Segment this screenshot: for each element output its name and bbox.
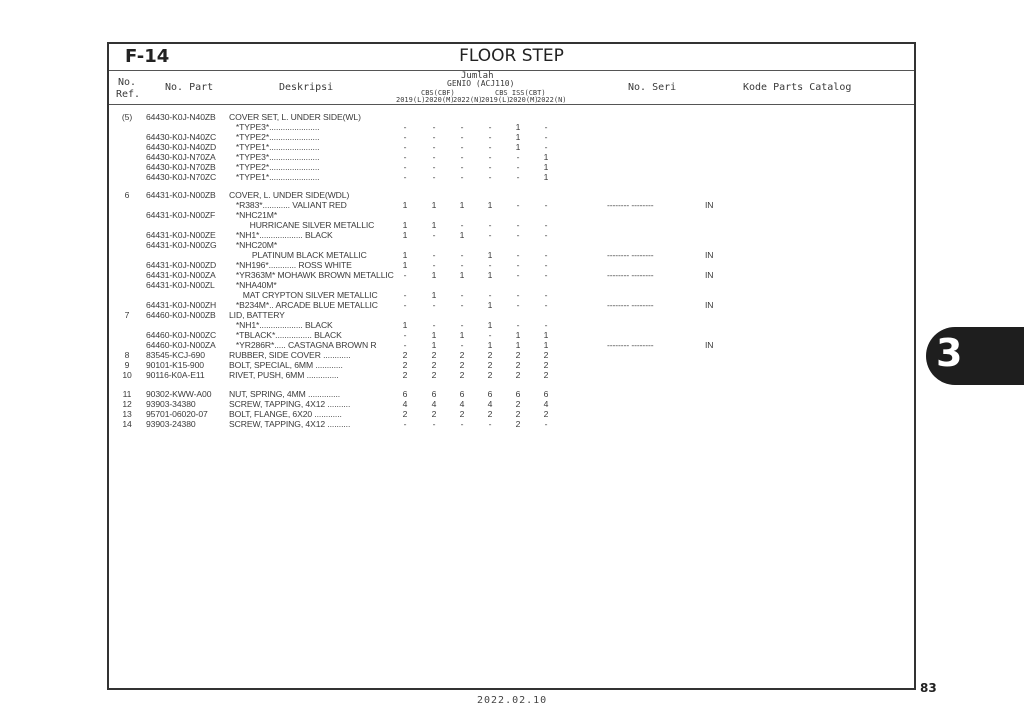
table-row bbox=[109, 122, 914, 132]
quantity-cell: - bbox=[544, 220, 548, 230]
table-row bbox=[109, 112, 914, 122]
quantity-cell: - bbox=[403, 122, 407, 132]
quantity-cell: 1 bbox=[515, 132, 521, 142]
part-number: 64431-K0J-N00ZA bbox=[146, 270, 216, 280]
quantity-cell: - bbox=[460, 142, 464, 152]
part-number: 64431-K0J-N00ZB bbox=[146, 190, 216, 200]
header-ref-line1: No. bbox=[118, 77, 137, 88]
description: *TYPE3*...................... bbox=[229, 122, 320, 132]
quantity-cell: - bbox=[432, 230, 436, 240]
description: *B234M*.. ARCADE BLUE METALLIC bbox=[229, 300, 378, 310]
description: COVER SET, L. UNDER SIDE(WL) bbox=[229, 112, 361, 122]
quantity-cell: 1 bbox=[487, 250, 493, 260]
part-number: 64431-K0J-N00ZH bbox=[146, 300, 217, 310]
quantity-cell: 1 bbox=[459, 270, 465, 280]
table-row bbox=[109, 250, 914, 260]
quantity-cell: - bbox=[403, 330, 407, 340]
table-row bbox=[109, 240, 914, 250]
quantity-cell: 1 bbox=[487, 270, 493, 280]
quantity-cell: - bbox=[403, 290, 407, 300]
table-row bbox=[109, 260, 914, 270]
quantity-cell: 1 bbox=[459, 230, 465, 240]
description: *TYPE2*...................... bbox=[229, 162, 320, 172]
table-header bbox=[109, 70, 914, 105]
header-year-3: 2022(N) bbox=[453, 96, 483, 104]
description: *NHA40M* bbox=[229, 280, 277, 290]
description: *YR286R*..... CASTAGNA BROWN R bbox=[229, 340, 377, 350]
part-number: 64430-K0J-N40ZD bbox=[146, 142, 217, 152]
page-number: 83 bbox=[920, 681, 937, 695]
quantity-cell: - bbox=[460, 320, 464, 330]
quantity-cell: - bbox=[488, 172, 492, 182]
quantity-cell: 6 bbox=[487, 389, 493, 399]
quantity-cell: - bbox=[432, 320, 436, 330]
quantity-cell: 2 bbox=[431, 350, 437, 360]
catalog-code: IN bbox=[705, 300, 714, 310]
quantity-cell: 1 bbox=[431, 270, 437, 280]
header-catalog-code: Kode Parts Catalog bbox=[743, 82, 852, 93]
table-row bbox=[109, 330, 914, 340]
ref-number: 13 bbox=[122, 409, 132, 419]
quantity-cell: 6 bbox=[459, 389, 465, 399]
quantity-cell: - bbox=[432, 152, 436, 162]
quantity-cell: 1 bbox=[402, 200, 408, 210]
description: *TYPE2*...................... bbox=[229, 132, 320, 142]
quantity-cell: - bbox=[516, 200, 520, 210]
quantity-cell: - bbox=[488, 152, 492, 162]
header-ref-line2: Ref. bbox=[116, 89, 141, 100]
quantity-cell: - bbox=[544, 320, 548, 330]
quantity-cell: - bbox=[488, 419, 492, 429]
table-row bbox=[109, 409, 914, 419]
quantity-cell: - bbox=[516, 172, 520, 182]
quantity-cell: - bbox=[516, 300, 520, 310]
quantity-cell: 6 bbox=[402, 389, 408, 399]
quantity-cell: 2 bbox=[402, 409, 408, 419]
table-row bbox=[109, 152, 914, 162]
ref-number: 11 bbox=[122, 389, 132, 399]
quantity-cell: - bbox=[460, 152, 464, 162]
quantity-cell: - bbox=[460, 250, 464, 260]
quantity-cell: 1 bbox=[543, 162, 549, 172]
quantity-cell: 1 bbox=[543, 152, 549, 162]
description: *R383*............ VALIANT RED bbox=[229, 200, 347, 210]
quantity-cell: - bbox=[544, 260, 548, 270]
header-group-cbs-iss: CBS ISS(CBT) bbox=[495, 89, 546, 97]
quantity-cell: - bbox=[516, 220, 520, 230]
description: SCREW, TAPPING, 4X12 .......... bbox=[229, 399, 351, 409]
table-row bbox=[109, 350, 914, 360]
quantity-cell: 2 bbox=[431, 360, 437, 370]
serial-number: -------- -------- bbox=[607, 250, 654, 260]
quantity-cell: - bbox=[403, 152, 407, 162]
part-number: 64431-K0J-N00ZG bbox=[146, 240, 217, 250]
quantity-cell: - bbox=[432, 132, 436, 142]
part-number: 93903-34380 bbox=[146, 399, 196, 409]
header-year-5: 2020(M) bbox=[509, 96, 539, 104]
description: RIVET, PUSH, 6MM .............. bbox=[229, 370, 339, 380]
part-number: 83545-KCJ-690 bbox=[146, 350, 205, 360]
quantity-cell: - bbox=[460, 290, 464, 300]
table-row bbox=[109, 290, 914, 300]
part-number: 95701-06020-07 bbox=[146, 409, 208, 419]
ref-number: (5) bbox=[121, 112, 133, 122]
quantity-cell: 1 bbox=[431, 340, 437, 350]
quantity-cell: - bbox=[544, 230, 548, 240]
part-number: 64430-K0J-N40ZB bbox=[146, 112, 216, 122]
catalog-code: IN bbox=[705, 200, 714, 210]
quantity-cell: - bbox=[544, 250, 548, 260]
ref-number: 14 bbox=[122, 419, 132, 429]
quantity-cell: - bbox=[544, 290, 548, 300]
description: *NH196*............ ROSS WHITE bbox=[229, 260, 352, 270]
quantity-cell: 1 bbox=[431, 330, 437, 340]
quantity-cell: 1 bbox=[515, 340, 521, 350]
table-row bbox=[109, 162, 914, 172]
part-number: 64430-K0J-N70ZB bbox=[146, 162, 216, 172]
header-group-cbs: CBS(CBF) bbox=[421, 89, 455, 97]
table-row bbox=[109, 340, 914, 350]
quantity-cell: - bbox=[432, 142, 436, 152]
header-model: GENIO (ACJ110) bbox=[447, 79, 515, 88]
description: LID, BATTERY bbox=[229, 310, 285, 320]
quantity-cell: - bbox=[516, 152, 520, 162]
parts-catalog-frame bbox=[107, 42, 916, 690]
quantity-cell: 2 bbox=[515, 399, 521, 409]
table-row bbox=[109, 220, 914, 230]
quantity-cell: - bbox=[432, 300, 436, 310]
quantity-cell: - bbox=[403, 142, 407, 152]
quantity-cell: - bbox=[403, 340, 407, 350]
description: COVER, L. UNDER SIDE(WDL) bbox=[229, 190, 350, 200]
quantity-cell: - bbox=[460, 260, 464, 270]
quantity-cell: - bbox=[432, 250, 436, 260]
part-number: 93903-24380 bbox=[146, 419, 196, 429]
quantity-cell: - bbox=[516, 230, 520, 240]
quantity-cell: - bbox=[544, 132, 548, 142]
figure-code: F-14 bbox=[125, 46, 170, 67]
quantity-cell: - bbox=[516, 290, 520, 300]
quantity-cell: - bbox=[460, 419, 464, 429]
quantity-cell: - bbox=[544, 142, 548, 152]
part-number: 64430-K0J-N40ZC bbox=[146, 132, 217, 142]
quantity-cell: - bbox=[488, 132, 492, 142]
description: *NH1*................... BLACK bbox=[229, 230, 333, 240]
quantity-cell: 1 bbox=[402, 250, 408, 260]
quantity-cell: 1 bbox=[487, 320, 493, 330]
part-number: 64430-K0J-N70ZC bbox=[146, 172, 217, 182]
description: *NHC20M* bbox=[229, 240, 278, 250]
description: HURRICANE SILVER METALLIC bbox=[229, 220, 375, 230]
section-number: 3 bbox=[936, 331, 963, 375]
quantity-cell: 6 bbox=[515, 389, 521, 399]
table-row bbox=[109, 419, 914, 429]
quantity-cell: - bbox=[544, 270, 548, 280]
catalog-code: IN bbox=[705, 270, 714, 280]
table-row bbox=[109, 300, 914, 310]
quantity-cell: 4 bbox=[459, 399, 465, 409]
quantity-cell: 1 bbox=[515, 142, 521, 152]
quantity-cell: 2 bbox=[487, 409, 493, 419]
quantity-cell: - bbox=[432, 162, 436, 172]
quantity-cell: - bbox=[488, 122, 492, 132]
quantity-cell: - bbox=[460, 300, 464, 310]
quantity-cell: 1 bbox=[431, 200, 437, 210]
quantity-cell: - bbox=[403, 132, 407, 142]
description: *NH1*................... BLACK bbox=[229, 320, 333, 330]
description: *TBLACK*................ BLACK bbox=[229, 330, 342, 340]
quantity-cell: - bbox=[488, 220, 492, 230]
quantity-cell: - bbox=[403, 270, 407, 280]
quantity-cell: - bbox=[544, 200, 548, 210]
table-row bbox=[109, 132, 914, 142]
quantity-cell: - bbox=[544, 300, 548, 310]
table-row bbox=[109, 360, 914, 370]
title-bar bbox=[109, 44, 914, 71]
table-row bbox=[109, 370, 914, 380]
ref-number: 10 bbox=[122, 370, 132, 380]
ref-number: 7 bbox=[124, 310, 130, 320]
quantity-cell: - bbox=[488, 162, 492, 172]
quantity-cell: 2 bbox=[402, 370, 408, 380]
description: PLATINUM BLACK METALLIC bbox=[229, 250, 367, 260]
quantity-cell: 4 bbox=[543, 399, 549, 409]
quantity-cell: 2 bbox=[515, 370, 521, 380]
quantity-cell: 1 bbox=[402, 230, 408, 240]
quantity-cell: 1 bbox=[487, 200, 493, 210]
quantity-cell: - bbox=[516, 162, 520, 172]
quantity-cell: 6 bbox=[543, 389, 549, 399]
quantity-cell: 1 bbox=[515, 330, 521, 340]
page-title: FLOOR STEP bbox=[459, 46, 564, 66]
table-row bbox=[109, 310, 914, 320]
description: BOLT, SPECIAL, 6MM ............ bbox=[229, 360, 343, 370]
part-number: 64431-K0J-N00ZD bbox=[146, 260, 217, 270]
table-row bbox=[109, 389, 914, 399]
quantity-cell: 4 bbox=[402, 399, 408, 409]
table-row bbox=[109, 270, 914, 280]
catalog-code: IN bbox=[705, 250, 714, 260]
quantity-cell: 2 bbox=[515, 350, 521, 360]
quantity-cell: 2 bbox=[459, 370, 465, 380]
quantity-cell: - bbox=[488, 330, 492, 340]
print-date: 2022.02.10 bbox=[477, 695, 548, 706]
quantity-cell: 2 bbox=[402, 350, 408, 360]
header-serial: No. Seri bbox=[628, 82, 677, 93]
description: NUT, SPRING, 4MM .............. bbox=[229, 389, 341, 399]
quantity-cell: - bbox=[403, 162, 407, 172]
serial-number: -------- -------- bbox=[607, 340, 654, 350]
quantity-cell: 1 bbox=[543, 172, 549, 182]
quantity-cell: 1 bbox=[487, 300, 493, 310]
serial-number: -------- -------- bbox=[607, 200, 654, 210]
part-number: 64460-K0J-N00ZB bbox=[146, 310, 216, 320]
description: RUBBER, SIDE COVER ............ bbox=[229, 350, 351, 360]
quantity-cell: - bbox=[460, 132, 464, 142]
quantity-cell: 2 bbox=[543, 350, 549, 360]
quantity-cell: 1 bbox=[402, 320, 408, 330]
quantity-cell: 1 bbox=[402, 260, 408, 270]
description: *YR363M* MOHAWK BROWN METALLIC bbox=[229, 270, 394, 280]
header-part: No. Part bbox=[165, 82, 214, 93]
part-number: 90116-K0A-E11 bbox=[146, 370, 205, 380]
serial-number: -------- -------- bbox=[607, 270, 654, 280]
quantity-cell: - bbox=[488, 260, 492, 270]
table-row bbox=[109, 399, 914, 409]
description: *TYPE3*...................... bbox=[229, 152, 320, 162]
quantity-cell: 1 bbox=[459, 200, 465, 210]
quantity-cell: 1 bbox=[402, 220, 408, 230]
quantity-cell: 4 bbox=[487, 399, 493, 409]
quantity-cell: - bbox=[432, 419, 436, 429]
quantity-cell: 2 bbox=[487, 350, 493, 360]
quantity-cell: - bbox=[488, 142, 492, 152]
part-number: 64460-K0J-N00ZC bbox=[146, 330, 217, 340]
quantity-cell: - bbox=[432, 172, 436, 182]
description: BOLT, FLANGE, 6X20 ............ bbox=[229, 409, 342, 419]
table-row bbox=[109, 280, 914, 290]
part-number: 64460-K0J-N00ZA bbox=[146, 340, 216, 350]
quantity-cell: 1 bbox=[431, 220, 437, 230]
header-year-2: 2020(M) bbox=[425, 96, 455, 104]
quantity-cell: 2 bbox=[431, 370, 437, 380]
quantity-cell: 1 bbox=[515, 122, 521, 132]
header-quantity: Jumlah bbox=[461, 71, 494, 81]
part-number: 64430-K0J-N70ZA bbox=[146, 152, 216, 162]
description: SCREW, TAPPING, 4X12 .......... bbox=[229, 419, 351, 429]
ref-number: 12 bbox=[122, 399, 132, 409]
description: *NHC21M* bbox=[229, 210, 278, 220]
part-number: 64431-K0J-N00ZF bbox=[146, 210, 216, 220]
quantity-cell: 2 bbox=[515, 360, 521, 370]
part-number: 64431-K0J-N00ZL bbox=[146, 280, 215, 290]
ref-number: 6 bbox=[124, 190, 130, 200]
part-number: 90101-K15-900 bbox=[146, 360, 204, 370]
quantity-cell: - bbox=[403, 419, 407, 429]
quantity-cell: 4 bbox=[431, 399, 437, 409]
quantity-cell: 2 bbox=[515, 419, 521, 429]
quantity-cell: 1 bbox=[459, 330, 465, 340]
table-row bbox=[109, 172, 914, 182]
catalog-code: IN bbox=[705, 340, 714, 350]
quantity-cell: 2 bbox=[459, 350, 465, 360]
quantity-cell: 2 bbox=[487, 360, 493, 370]
quantity-cell: - bbox=[460, 172, 464, 182]
header-year-6: 2022(N) bbox=[537, 96, 567, 104]
quantity-cell: - bbox=[488, 290, 492, 300]
quantity-cell: 1 bbox=[431, 290, 437, 300]
quantity-cell: 2 bbox=[515, 409, 521, 419]
quantity-cell: 2 bbox=[543, 370, 549, 380]
quantity-cell: 1 bbox=[487, 340, 493, 350]
quantity-cell: - bbox=[544, 419, 548, 429]
quantity-cell: 2 bbox=[431, 409, 437, 419]
quantity-cell: 6 bbox=[431, 389, 437, 399]
quantity-cell: - bbox=[432, 122, 436, 132]
table-row bbox=[109, 210, 914, 220]
quantity-cell: - bbox=[516, 320, 520, 330]
quantity-cell: 2 bbox=[543, 360, 549, 370]
header-year-1: 2019(L) bbox=[396, 96, 426, 104]
quantity-cell: 2 bbox=[459, 360, 465, 370]
quantity-cell: 2 bbox=[487, 370, 493, 380]
header-year-4: 2019(L) bbox=[481, 96, 511, 104]
ref-number: 8 bbox=[124, 350, 130, 360]
quantity-cell: - bbox=[403, 172, 407, 182]
parts-list bbox=[109, 104, 914, 688]
quantity-cell: - bbox=[460, 340, 464, 350]
quantity-cell: - bbox=[544, 122, 548, 132]
table-row bbox=[109, 190, 914, 200]
quantity-cell: - bbox=[432, 260, 436, 270]
table-row bbox=[109, 200, 914, 210]
part-number: 90302-KWW-A00 bbox=[146, 389, 212, 399]
quantity-cell: - bbox=[516, 270, 520, 280]
quantity-cell: 2 bbox=[459, 409, 465, 419]
table-row bbox=[109, 320, 914, 330]
quantity-cell: - bbox=[460, 162, 464, 172]
quantity-cell: 2 bbox=[402, 360, 408, 370]
section-tab bbox=[926, 327, 1024, 385]
quantity-cell: - bbox=[516, 250, 520, 260]
quantity-cell: - bbox=[403, 300, 407, 310]
ref-number: 9 bbox=[124, 360, 130, 370]
quantity-cell: - bbox=[488, 230, 492, 240]
quantity-cell: 2 bbox=[543, 409, 549, 419]
quantity-cell: - bbox=[516, 260, 520, 270]
quantity-cell: - bbox=[460, 220, 464, 230]
table-row bbox=[109, 142, 914, 152]
quantity-cell: 1 bbox=[543, 340, 549, 350]
quantity-cell: - bbox=[460, 122, 464, 132]
part-number: 64431-K0J-N00ZE bbox=[146, 230, 216, 240]
serial-number: -------- -------- bbox=[607, 300, 654, 310]
description: *TYPE1*...................... bbox=[229, 172, 320, 182]
quantity-cell: 1 bbox=[543, 330, 549, 340]
description: *TYPE1*...................... bbox=[229, 142, 320, 152]
header-description: Deskripsi bbox=[279, 82, 334, 93]
table-row bbox=[109, 230, 914, 240]
description: MAT CRYPTON SILVER METALLIC bbox=[229, 290, 378, 300]
